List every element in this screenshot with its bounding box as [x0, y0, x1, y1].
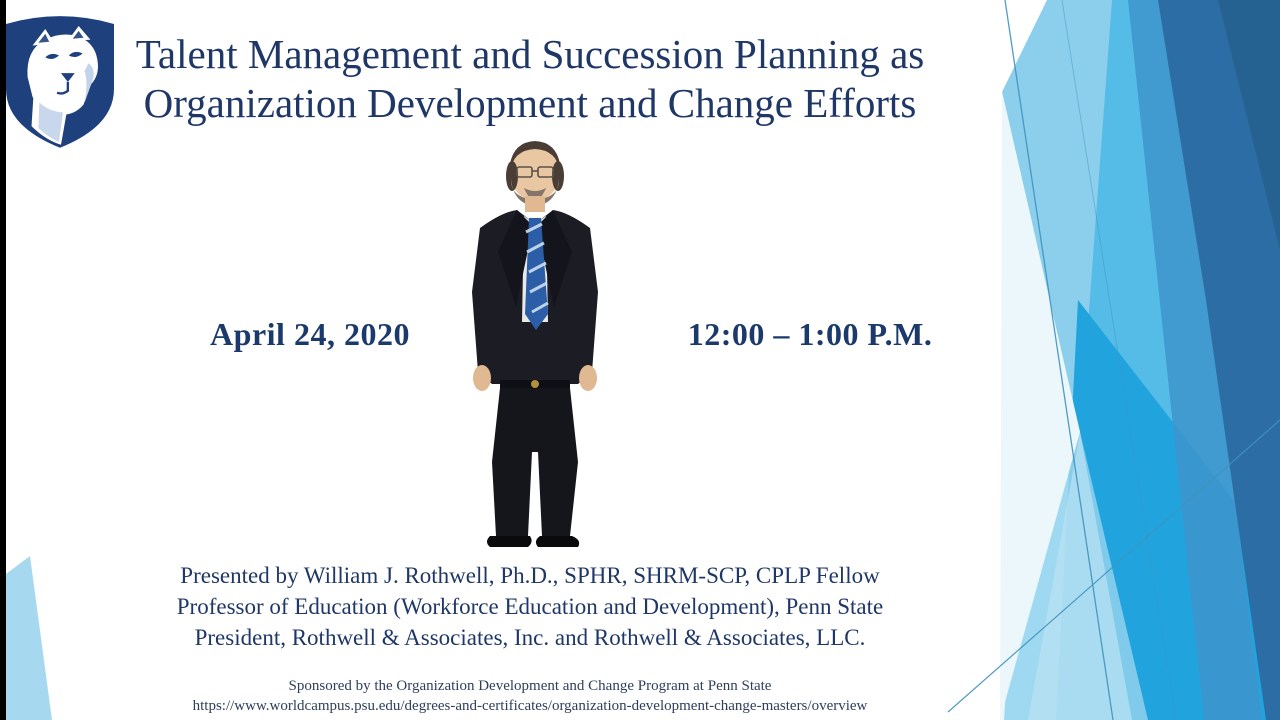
event-time: 12:00 – 1:00 P.M.: [687, 316, 933, 352]
presenter-line-1: Presented by William J. Rothwell, Ph.D., SPHR, SHRM-SCP, CPLP Fellow: [180, 563, 880, 588]
presenter-photo: [420, 132, 650, 550]
bottom-left-wedge: [6, 556, 52, 720]
figure-neck: [525, 196, 545, 212]
sponsor-footer: [120, 676, 940, 716]
figure-right-hand: [579, 365, 597, 391]
presenter-line-2: Professor of Education (Workforce Education and Development), Penn State: [176, 594, 884, 619]
presenter-credits: [105, 560, 955, 653]
event-date: April 24, 2020: [210, 316, 410, 352]
figure-left-hand: [473, 365, 491, 391]
sponsor-text: Sponsored by the Organization Development and Change Program at Penn State: [288, 678, 772, 694]
figure-right-shoe: [536, 536, 579, 547]
figure-belt-buckle: [531, 380, 539, 388]
presenter-line-3: President, Rothwell & Associates, Inc. and Rothwell & Associates, LLC.: [194, 625, 866, 650]
title-line-1: Talent Management and Succession Planning as: [135, 31, 925, 77]
slide-title: [30, 30, 1030, 128]
figure-trousers: [492, 388, 578, 536]
title-line-2: Organization Development and Change Efforts: [143, 80, 917, 126]
sponsor-url: https://www.worldcampus.psu.edu/degrees-and-certificates/organization-development-change-masters/overview: [192, 698, 868, 714]
figure-left-shoe: [487, 536, 532, 547]
